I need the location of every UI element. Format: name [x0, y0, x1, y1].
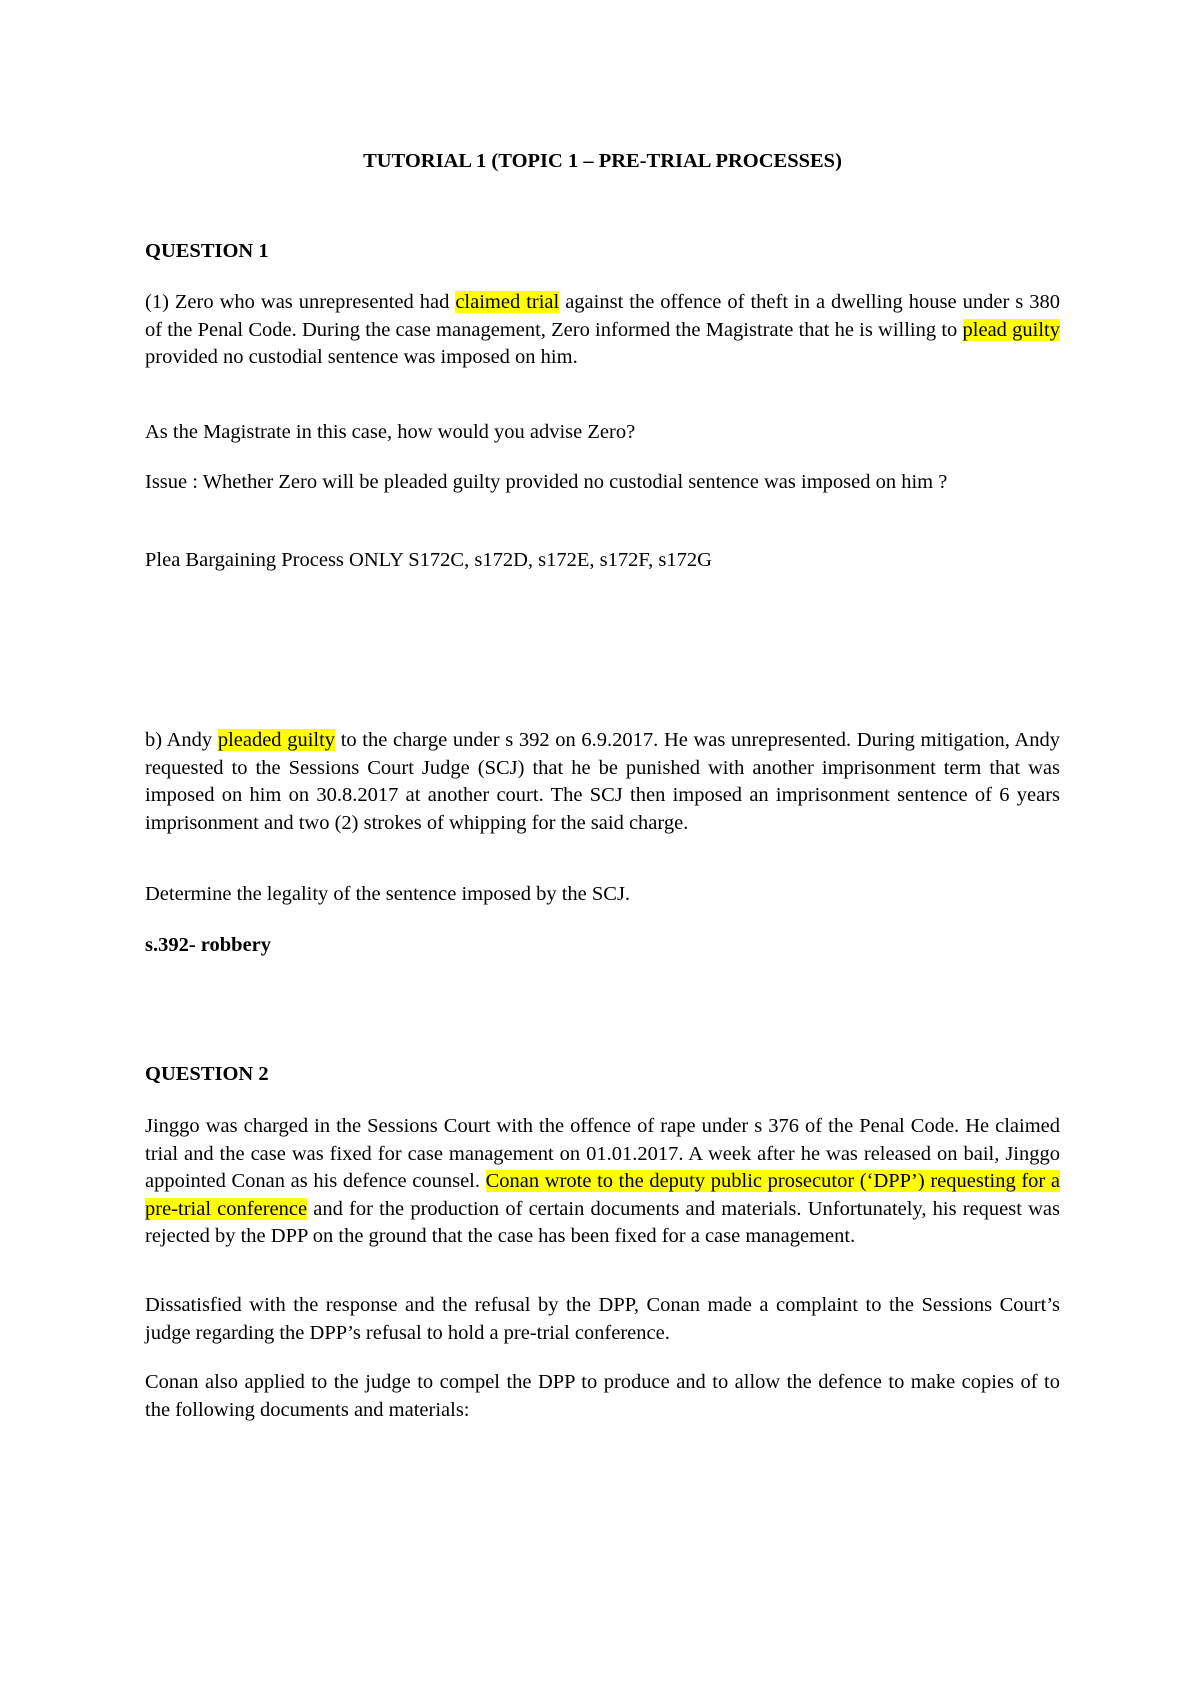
question-1b-paragraph: [145, 727, 1060, 837]
question-2-paragraph-1: [145, 1113, 1060, 1251]
text-run: Jinggo was charged in the Sessions Court with the offence of rape under s 376 of the Penal Code. He claimed trial and the case was fixed for case management on 01.01.2017. A week after he was released on bail, Jinggo appointed Conan as his defence counsel.: [145, 1115, 1060, 1193]
question-1-heading: QUESTION 1: [145, 240, 269, 262]
question-2-paragraph-2: Dissatisfied with the response and the refusal by the DPP, Conan made a complaint to the Sessions Court’s judge regarding the DPP’s refusal to hold a pre-trial conference.: [145, 1294, 1060, 1344]
document-title: TUTORIAL 1 (TOPIC 1 – PRE-TRIAL PROCESSES): [363, 150, 842, 172]
text-run: provided no custodial sentence was imposed on him.: [145, 346, 578, 369]
plea-bargaining-note: Plea Bargaining Process ONLY S172C, s172D, s172E, s172F, s172G: [145, 549, 712, 571]
robbery-note: s.392- robbery: [145, 934, 272, 956]
issue-paragraph: Issue : Whether Zero will be pleaded guilty provided no custodial sentence was imposed on him ?: [145, 471, 948, 493]
question-1b-determine: Determine the legality of the sentence imposed by the SCJ.: [145, 883, 631, 905]
question-1-paragraph: [145, 289, 1060, 372]
highlight-pre-trial-conference: Conan wrote to the deputy public prosecutor (‘DPP’) requesting for a pre-trial conference: [145, 1170, 1060, 1220]
document-page: [145, 0, 1060, 1696]
highlight-claimed-trial: claimed trial: [455, 291, 560, 313]
text-run: b) Andy: [145, 729, 218, 751]
highlight-pleaded-guilty: pleaded guilty: [217, 729, 336, 751]
question-2-paragraph-3: Conan also applied to the judge to compel the DPP to produce and to allow the defence to make copies of to the following documents and materials:: [145, 1371, 1060, 1421]
text-run: (1) Zero who was unrepresented had: [145, 291, 456, 313]
text-run: against the offence of theft in a dwelling house under s 380 of the Penal Code. During the case management, Zero informed the Magistrate that he is willing to: [145, 291, 1060, 341]
highlight-plead-guilty: plead guilty: [962, 318, 1060, 341]
text-run: and for the production of certain documents and materials. Unfortunately, his request was rejected by the DPP on the ground that the case has been fixed for a case management.: [145, 1197, 1060, 1248]
text-run: to the charge under s 392 on 6.9.2017. He was unrepresented. During mitigation, Andy requested to the Sessions Court Judge (SCJ) that he be punished with another imprisonment term that was imposed on him on 30.8.2017 at another court. The SCJ then imposed an imprisonment sentence of 6 years imprisonment and two (2) strokes of whipping for the said charge.: [145, 729, 1060, 834]
question-2-heading: QUESTION 2: [145, 1063, 269, 1085]
question-1-ask: As the Magistrate in this case, how would you advise Zero?: [145, 421, 636, 443]
